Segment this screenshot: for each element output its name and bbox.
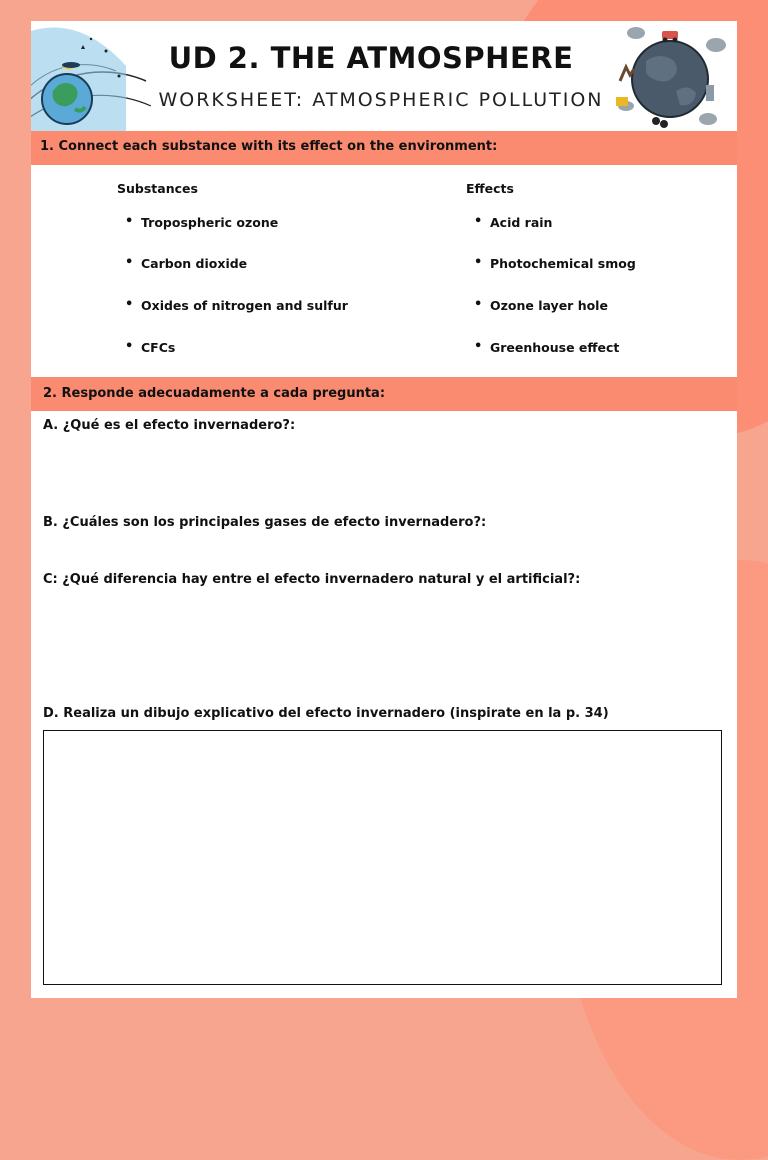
- effect-item: • Photochemical smog: [490, 256, 636, 271]
- effect-item: • Greenhouse effect: [490, 340, 619, 355]
- substance-item: • CFCs: [141, 340, 175, 355]
- question-c: C: ¿Qué diferencia hay entre el efecto invernadero natural y el artificial?:: [43, 572, 581, 587]
- worksheet-header: [31, 21, 737, 131]
- question-d: D. Realiza un dibujo explicativo del efecto invernadero (inspirate en la p. 34): [43, 706, 609, 721]
- section1-heading: 1. Connect each substance with its effect on the environment:: [31, 131, 737, 165]
- worksheet-title: UD 2. THE ATMOSPHERE: [168, 41, 574, 75]
- substances-column-header: Substances: [117, 181, 198, 196]
- effect-item: • Ozone layer hole: [490, 298, 608, 313]
- substance-item: • Tropospheric ozone: [141, 215, 278, 230]
- drawing-area[interactable]: [43, 730, 722, 985]
- question-b: B. ¿Cuáles son los principales gases de efecto invernadero?:: [43, 515, 487, 530]
- question-a: A. ¿Qué es el efecto invernadero?:: [43, 418, 296, 433]
- effects-column-header: Effects: [466, 181, 514, 196]
- earth-atmosphere-layers-icon: [31, 21, 151, 131]
- effect-item: • Acid rain: [490, 215, 552, 230]
- substance-item: • Oxides of nitrogen and sulfur: [141, 298, 348, 313]
- worksheet-page: [31, 21, 737, 998]
- substance-item: • Carbon dioxide: [141, 256, 247, 271]
- section2-heading: 2. Responde adecuadamente a cada pregunta:: [31, 377, 737, 411]
- worksheet-subtitle: WORKSHEET: ATMOSPHERIC POLLUTION: [158, 89, 604, 111]
- polluted-earth-icon: [606, 21, 737, 131]
